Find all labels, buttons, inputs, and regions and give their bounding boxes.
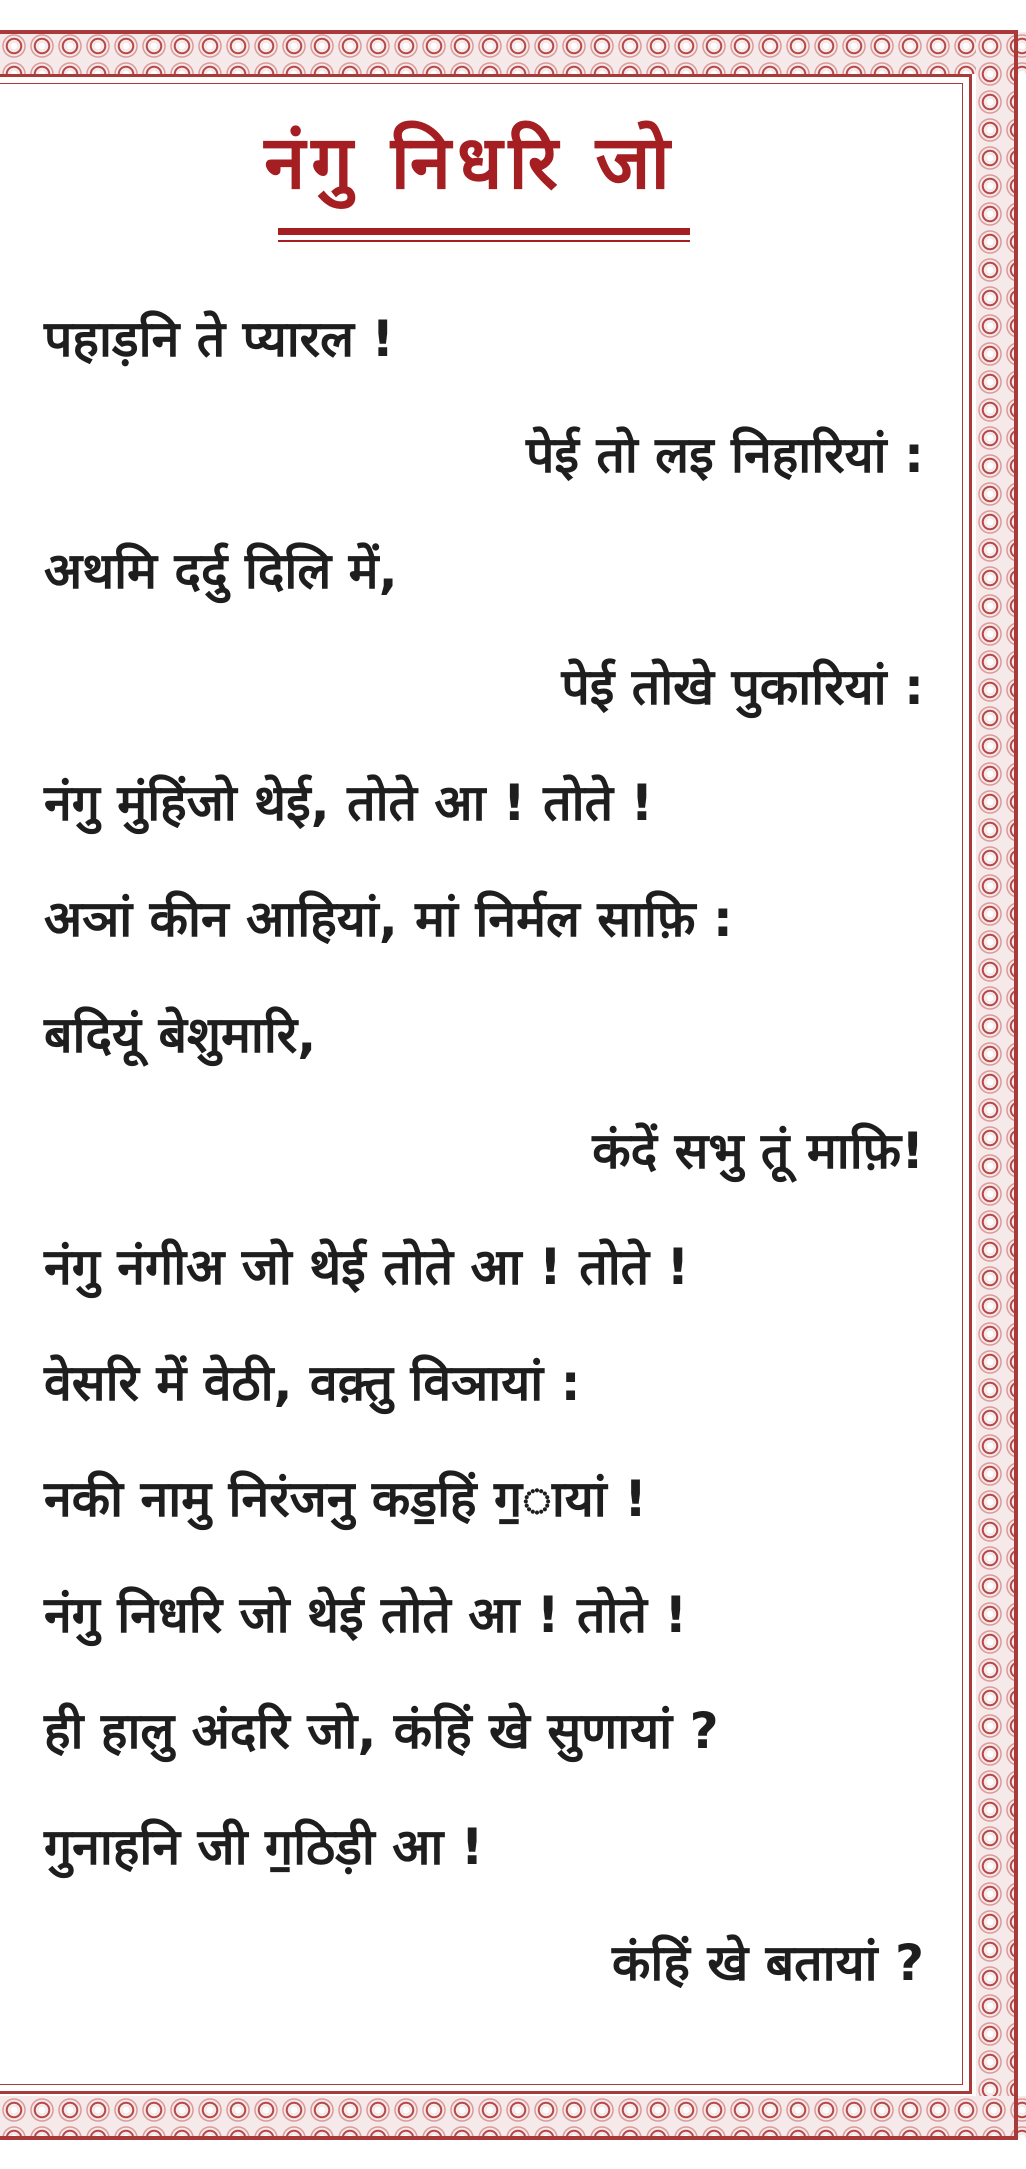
poem-title: नंगु निधरि जो [264, 120, 676, 206]
poem-line-10: वेसरि में वेठी, वक़्तु विञायां : [44, 1354, 581, 1412]
poem-line-13: ही हालु अंदरि जो, कंहिं खे सुणायां ? [44, 1702, 719, 1760]
poem-line-11: नकी नामु निरंजनु कड॒हिं ग॒ायां ! [44, 1470, 647, 1528]
poem-line-3: अथमि दर्दु दिलि में, [44, 542, 398, 600]
poem-line-9: नंगु नंगीअ जो थेई तोते आ ! तोते ! [44, 1238, 690, 1296]
poem-line-7: बदियूं बेशुमारि, [44, 1006, 317, 1064]
title-underline-thin [278, 240, 690, 242]
poem-line-4: पेई तोखे पुकारियां : [561, 658, 924, 716]
poem-line-14: गुनाहनि जी ग॒ठिड़ी आ ! [44, 1818, 484, 1876]
poem-line-8: कंदें सभु तूं माफ़ि! [592, 1122, 924, 1180]
poem-line-15: कंहिं खे बतायां ? [612, 1934, 924, 1992]
inner-frame [0, 74, 972, 2094]
poem-line-5: नंगु मुंहिंजो थेई, तोते आ ! तोते ! [44, 774, 654, 832]
poem-line-1: पहाड़नि ते प्यारल ! [44, 310, 395, 368]
poem-line-6: अञां कीन आहियां, मां निर्मल साफ़ि : [44, 890, 733, 948]
poem-line-12: नंगु निधरि जो थेई तोते आ ! तोते ! [44, 1586, 688, 1644]
poem-line-2: पेई तो लइ निहारियां : [525, 426, 924, 484]
title-underline-thick [278, 228, 690, 235]
